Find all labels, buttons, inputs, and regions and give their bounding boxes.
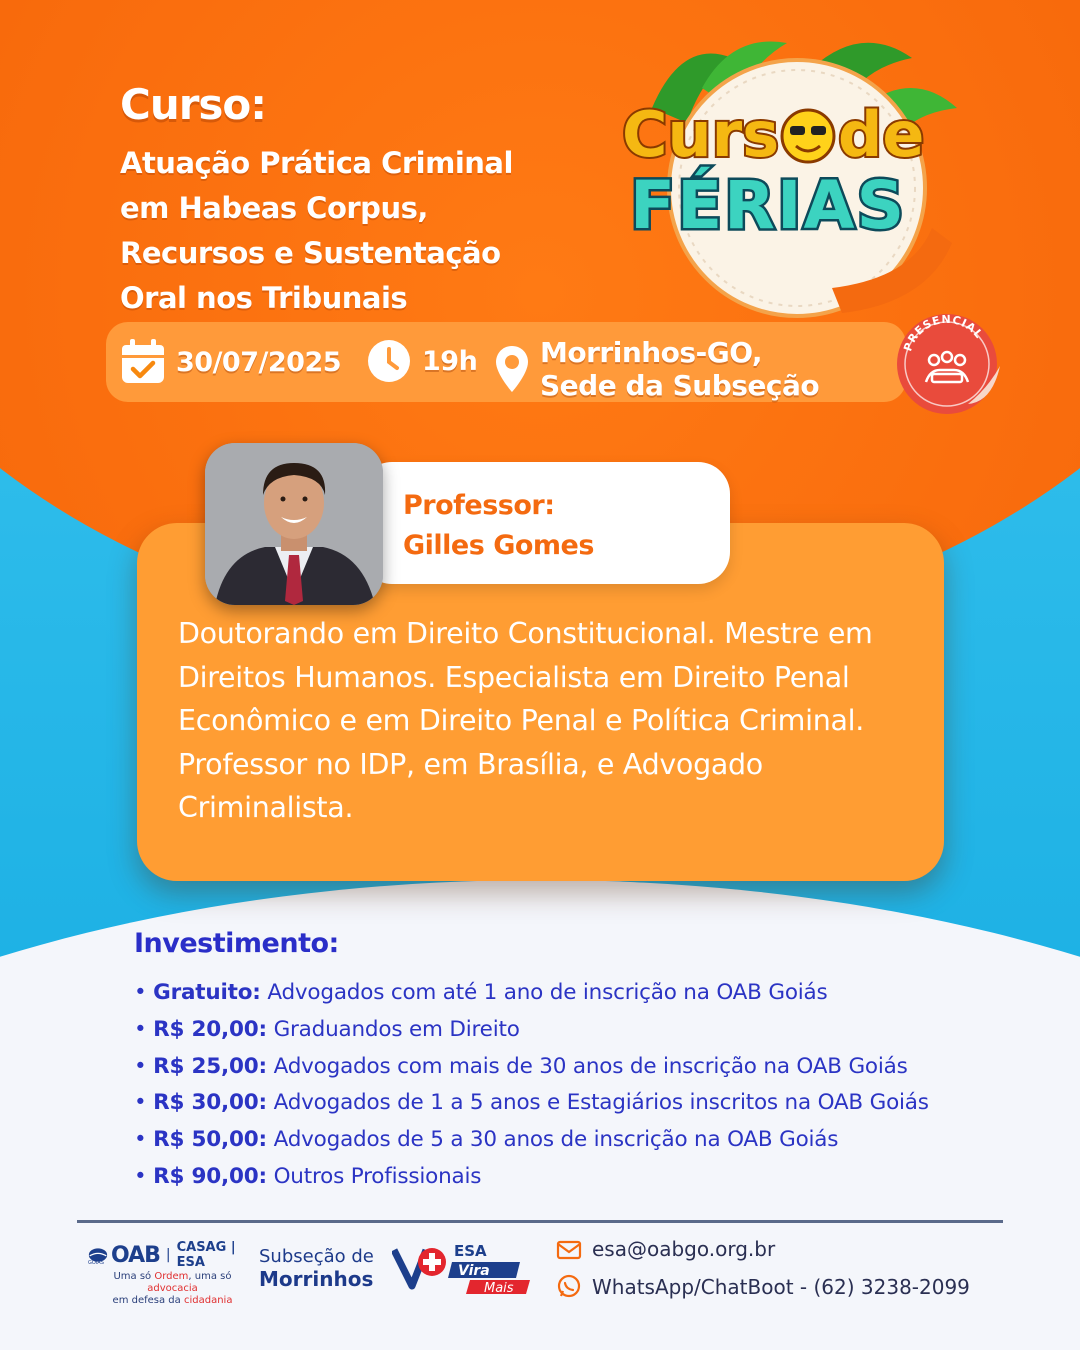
investment-desc: Advogados de 5 a 30 anos de inscrição na OAB Goiás — [273, 1127, 839, 1153]
esa-text: ESA — [454, 1242, 487, 1260]
oab-logo: OAB | CASAG | ESA GOIÁS Uma só Ordem, uma só advocacia em defesa da cidadania — [88, 1238, 253, 1300]
investment-price: R$ 30,00: — [153, 1090, 267, 1116]
course-title-line: em Habeas Corpus, — [120, 191, 428, 225]
investment-price: R$ 20,00: — [153, 1016, 267, 1042]
course-kicker: Curso: — [120, 80, 267, 129]
mais-text: Mais — [484, 1281, 514, 1296]
subsecao-line: Subseção de — [259, 1246, 374, 1267]
investment-desc: Advogados de 1 a 5 anos e Estagiários inscritos na OAB Goiás — [273, 1090, 929, 1116]
professor-portrait — [205, 443, 383, 605]
professor-bio: Doutorando em Direito Constitucional. Mestre em Direitos Humanos. Especialista em Direito Penal Econômico e em Direito Penal e Política Criminal. Professor no IDP, em Brasília, e Advogado Criminalista. — [178, 617, 873, 824]
investment-desc: Advogados com mais de 30 anos de inscrição na OAB Goiás — [273, 1053, 908, 1079]
email-icon — [556, 1236, 582, 1262]
investment-item: • Gratuito: Advogados com até 1 ano de inscrição na OAB Goiás — [134, 980, 828, 1005]
professor-label: Professor: — [403, 490, 555, 521]
investment-item: • R$ 30,00: Advogados de 1 a 5 anos e Estagiários inscritos na OAB Goiás — [134, 1090, 929, 1116]
email-text[interactable]: esa@oabgo.org.br — [592, 1237, 776, 1261]
oab-slogan: Uma só Ordem, uma só advocacia em defesa da cidadania — [112, 1271, 233, 1306]
oab-partners: CASAG | ESA — [176, 1240, 236, 1270]
vira-text: Vira — [458, 1263, 490, 1279]
investment-desc: Graduandos em Direito — [273, 1016, 520, 1042]
event-date — [120, 338, 341, 386]
badge-curso-text: Curs — [622, 98, 780, 171]
investment-price: R$ 90,00: — [153, 1163, 267, 1189]
investment-desc: Advogados com até 1 ano de inscrição na OAB Goiás — [267, 980, 828, 1005]
investment-desc: Outros Profissionais — [273, 1163, 482, 1189]
event-location — [494, 336, 819, 402]
whatsapp-text[interactable]: WhatsApp/ChatBoot - (62) 3238-2099 — [592, 1275, 970, 1299]
badge-de-text: de — [838, 98, 925, 171]
investment-title: Investimento: — [134, 928, 339, 959]
oab-brand: OAB — [110, 1242, 160, 1268]
professor-label-card — [360, 462, 730, 584]
course-title-line: Atuação Prática Criminal — [120, 146, 513, 180]
subsecao-name: Morrinhos — [259, 1267, 374, 1291]
sun-icon — [782, 110, 834, 162]
oab-state: GOIÁS — [88, 1260, 104, 1266]
investment-price: R$ 25,00: — [153, 1053, 267, 1079]
course-title — [120, 141, 600, 321]
presencial-text: PRESENCIAL — [901, 312, 986, 353]
professor-name: Gilles Gomes — [403, 530, 594, 561]
event-time — [366, 338, 477, 384]
investment-item: • R$ 50,00: Advogados de 5 a 30 anos de inscrição na OAB Goiás — [134, 1127, 839, 1153]
investment-item: • R$ 25,00: Advogados com mais de 30 anos de inscrição na OAB Goiás — [134, 1053, 908, 1079]
footer-divider — [77, 1220, 1003, 1223]
location-pin-icon — [494, 344, 530, 394]
date-text: 30/07/2025 — [176, 346, 342, 378]
course-title-line: Oral nos Tribunais — [120, 281, 408, 315]
professor-photo — [205, 443, 383, 605]
location-line: Morrinhos-GO, — [540, 336, 763, 369]
calendar-icon — [120, 338, 166, 386]
whatsapp-icon — [556, 1274, 582, 1300]
presencial-sticker — [888, 308, 1006, 420]
investment-price: R$ 50,00: — [153, 1127, 267, 1153]
time-text: 19h — [422, 345, 478, 377]
investment-price: Gratuito: — [153, 980, 261, 1005]
clock-icon — [366, 338, 412, 384]
curso-de-ferias-badge — [612, 28, 972, 328]
whatsapp-contact[interactable] — [556, 1274, 970, 1300]
investment-item: • R$ 20,00: Graduandos em Direito — [134, 1016, 520, 1042]
badge-ferias-text: FÉRIAS — [630, 167, 907, 244]
esa-vira-mais-logo — [392, 1236, 534, 1300]
investment-list — [134, 976, 929, 1197]
email-contact[interactable] — [556, 1236, 775, 1262]
subsecao-logo — [259, 1246, 374, 1290]
location-line: Sede da Subseção — [540, 369, 820, 402]
investment-item: • R$ 90,00: Outros Profissionais — [134, 1163, 482, 1189]
course-title-line: Recursos e Sustentação — [120, 236, 501, 270]
course-header — [120, 80, 600, 321]
